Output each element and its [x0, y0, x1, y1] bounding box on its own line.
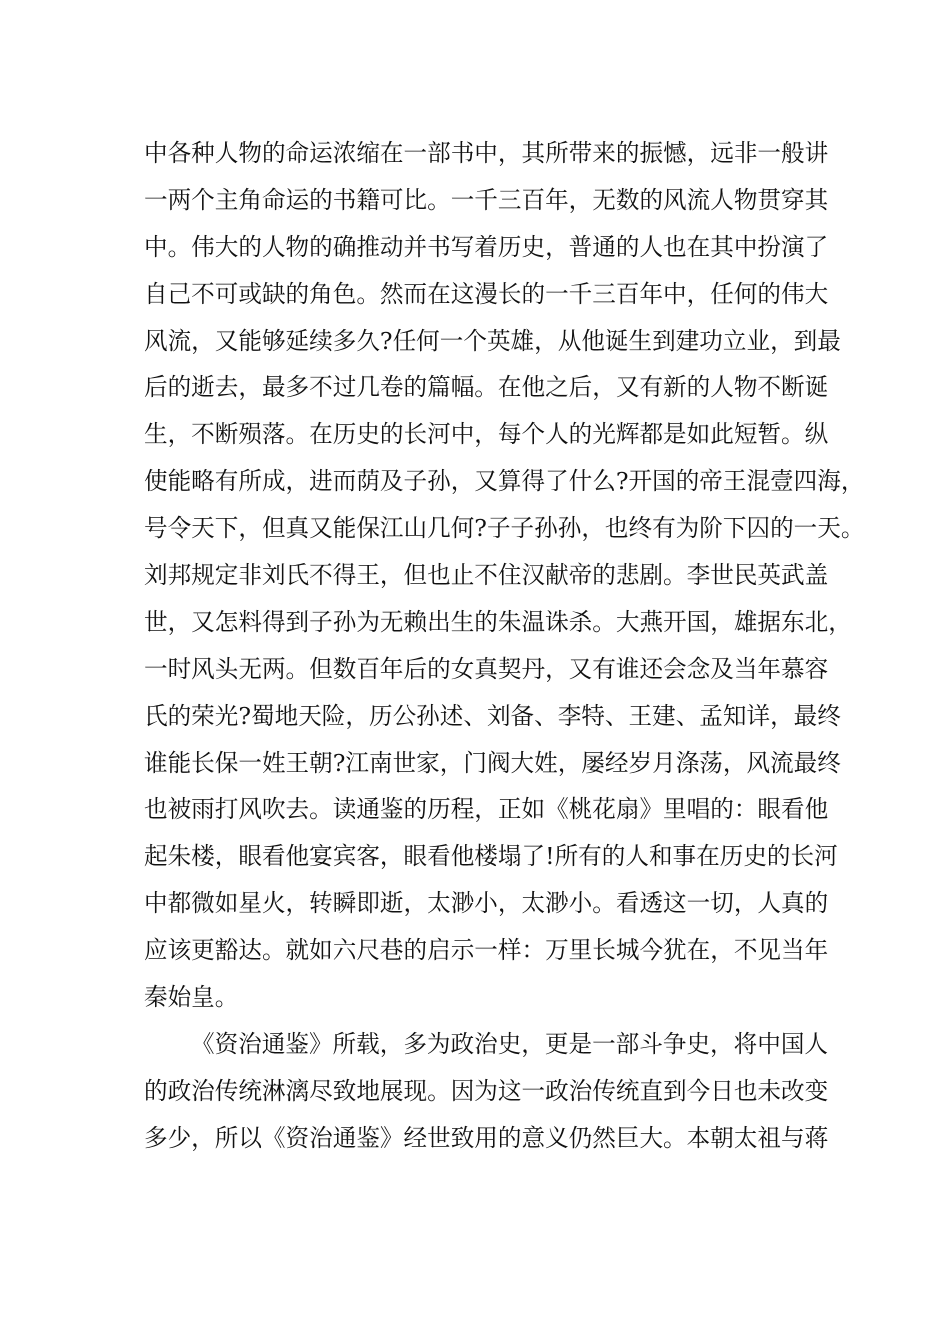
paragraph-2	[144, 1021, 829, 1162]
text-line: 自己不可或缺的角色。然而在这漫长的一千三百年中，任何的伟大	[144, 279, 829, 308]
text-line: 一时风头无两。但数百年后的女真契丹，又有谁还会念及当年慕容	[144, 654, 829, 683]
text-line: 风流，又能够延续多久?任何一个英雄，从他诞生到建功立业，到最	[144, 326, 841, 355]
text-line: 一两个主角命运的书籍可比。一千三百年，无数的风流人物贯穿其	[144, 185, 829, 214]
text-line: 谁能长保一姓王朝?江南世家，门阀大姓，屡经岁月涤荡，风流最终	[144, 748, 841, 777]
text-line: 中。伟大的人物的确推动并书写着历史，普通的人也在其中扮演了	[144, 232, 829, 261]
text-line: 秦始皇。	[144, 983, 239, 1012]
text-line: 《资治通鉴》所载，多为政治史，更是一部斗争史，将中国人	[191, 1029, 829, 1058]
text-line: 号令天下，但真又能保江山几何?子子孙孙，也终有为阶下囚的一天。	[144, 514, 865, 543]
text-line: 中各种人物的命运浓缩在一部书中，其所带来的振憾，远非一般讲	[144, 139, 829, 167]
text-line: 氏的荣光?蜀地天险，历公孙述、刘备、李特、王建、孟知详，最终	[144, 701, 841, 730]
text-line: 多少，所以《资治通鉴》经世致用的意义仍然巨大。本朝太祖与蒋	[144, 1123, 829, 1152]
paragraph-1	[144, 130, 865, 1021]
text-line: 使能略有所成，进而荫及子孙，又算得了什么?开国的帝王混壹四海，	[144, 467, 865, 496]
text-line: 中都微如星火，转瞬即逝，太渺小，太渺小。看透这一切，人真的	[144, 889, 829, 918]
text-line: 应该更豁达。就如六尺巷的启示一样：万里长城今犹在，不见当年	[144, 936, 829, 965]
body-text	[144, 130, 865, 1162]
text-line: 也被雨打风吹去。读通鉴的历程，正如《桃花扇》里唱的：眼看他	[144, 795, 829, 824]
text-line: 后的逝去，最多不过几卷的篇幅。在他之后，又有新的人物不断诞	[144, 373, 829, 402]
text-line: 的政治传统淋漓尽致地展现。因为这一政治传统直到今日也未改变	[144, 1076, 829, 1105]
text-line: 世，又怎料得到子孙为无赖出生的朱温诛杀。大燕开国，雄据东北，	[144, 607, 852, 636]
text-line: 起朱楼，眼看他宴宾客，眼看他楼塌了!所有的人和事在历史的长河	[144, 842, 838, 871]
text-line: 刘邦规定非刘氏不得王，但也止不住汉献帝的悲剧。李世民英武盖	[144, 561, 829, 590]
text-line: 生，不断殒落。在历史的长河中，每个人的光辉都是如此短暂。纵	[144, 420, 829, 449]
